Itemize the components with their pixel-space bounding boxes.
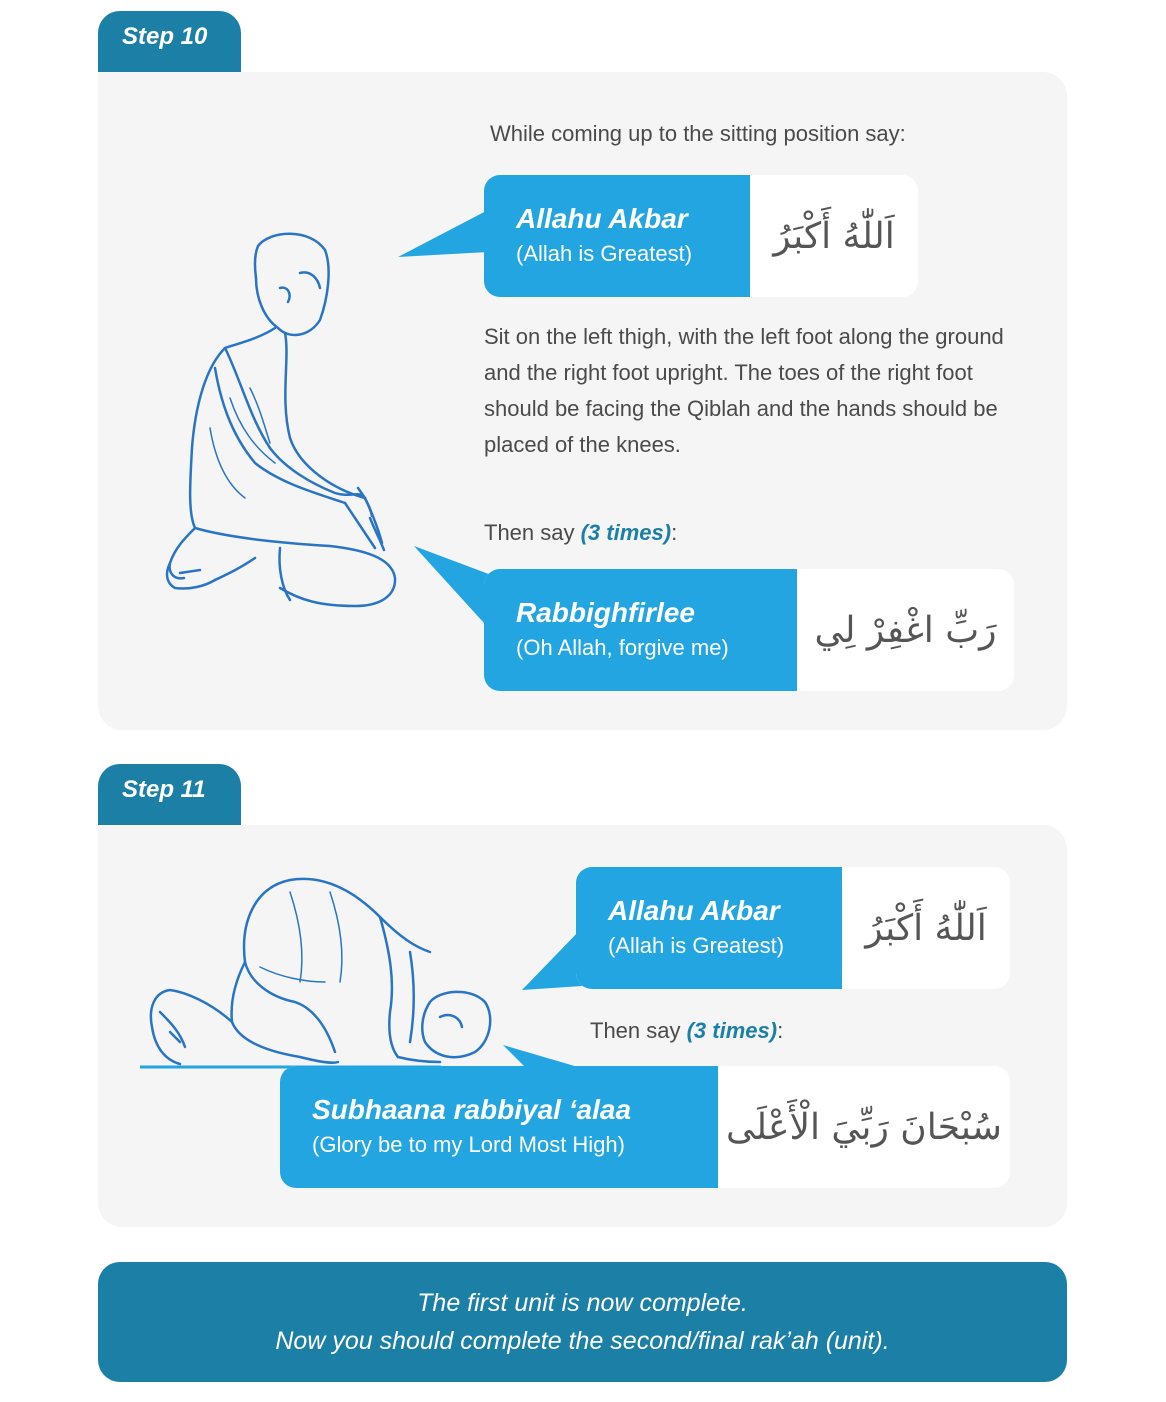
step10-bubble2-tail: [414, 546, 494, 636]
completion-banner: [98, 1262, 1067, 1382]
step10-then-say-prefix: Then say: [484, 520, 581, 545]
step10-intro: While coming up to the sitting position say:: [490, 121, 906, 146]
step11-bubble-allahu-akbar: [576, 867, 1010, 989]
step10-bubble1-text: [484, 175, 750, 297]
step11-bubble2-translation: (Glory be to my Lord Most High): [312, 1132, 625, 1157]
step11-bubble2-arabic: سُبْحَانَ رَبِّيَ الْأَعْلَى: [726, 1106, 1002, 1148]
step11-then-say-times: (3 times): [686, 1018, 778, 1043]
step10-bubble1-title: Allahu Akbar: [516, 203, 688, 234]
step10-panel-corner: [98, 72, 138, 112]
step11-bubble2-text: [280, 1066, 718, 1188]
step10-bubble2-arabic: رَبِّ اغْفِرْ لِي: [814, 609, 997, 651]
step10-bubble2-title: Rabbighfirlee: [516, 597, 695, 628]
step11-then-say: [590, 1013, 783, 1049]
prostrating-man-icon: [140, 872, 500, 1072]
sitting-man-icon: [160, 228, 405, 613]
step11-bubble2-title: Subhaana rabbiyal ‘alaa: [312, 1094, 632, 1125]
step11-bubble1-title: Allahu Akbar: [608, 895, 780, 926]
step10-then-say-suffix: :: [671, 520, 678, 545]
step10-then-say: [484, 515, 677, 551]
step11-then-say-prefix: Then say: [590, 1018, 687, 1043]
step10-bubble-rabbighfirlee: [484, 569, 1014, 691]
step11-bubble1-arabic: اَللّٰهُ أَكْبَرُ: [865, 907, 987, 949]
step10-instruction: Sit on the left thigh, with the left foot along the ground and the right foot upright. The toes of the right foot should be facing the Qiblah and the hands should be placed of the knees.: [484, 324, 1004, 457]
step10-tab: [98, 11, 241, 73]
step10-bubble-allahu-akbar: [484, 175, 918, 297]
step11-tab: [98, 764, 241, 826]
step10-bubble1-arabic: اَللّٰهُ أَكْبَرُ: [773, 215, 895, 257]
step10-bubble1-translation: (Allah is Greatest): [516, 241, 693, 266]
completion-line1: The first unit is now complete.: [417, 1289, 748, 1317]
step10-bubble1-tail: [398, 210, 488, 260]
step10-bubble2-text: [484, 569, 797, 691]
step10-bubble2-translation: (Oh Allah, forgive me): [516, 635, 729, 660]
step11-bubble1-tail: [522, 928, 582, 990]
step11-panel-corner: [98, 825, 138, 865]
step10-tab-label: Step 10: [122, 23, 208, 50]
step11-bubble-subhaana: [280, 1066, 1010, 1188]
step11-bubble1-text: [576, 867, 842, 989]
completion-line2: Now you should complete the second/final rak’ah (unit).: [275, 1327, 890, 1355]
step11-bubble1-translation: (Allah is Greatest): [608, 933, 785, 958]
step11-tab-label: Step 11: [122, 776, 206, 803]
step10-then-say-times: (3 times): [580, 520, 672, 545]
step11-then-say-suffix: :: [777, 1018, 784, 1043]
